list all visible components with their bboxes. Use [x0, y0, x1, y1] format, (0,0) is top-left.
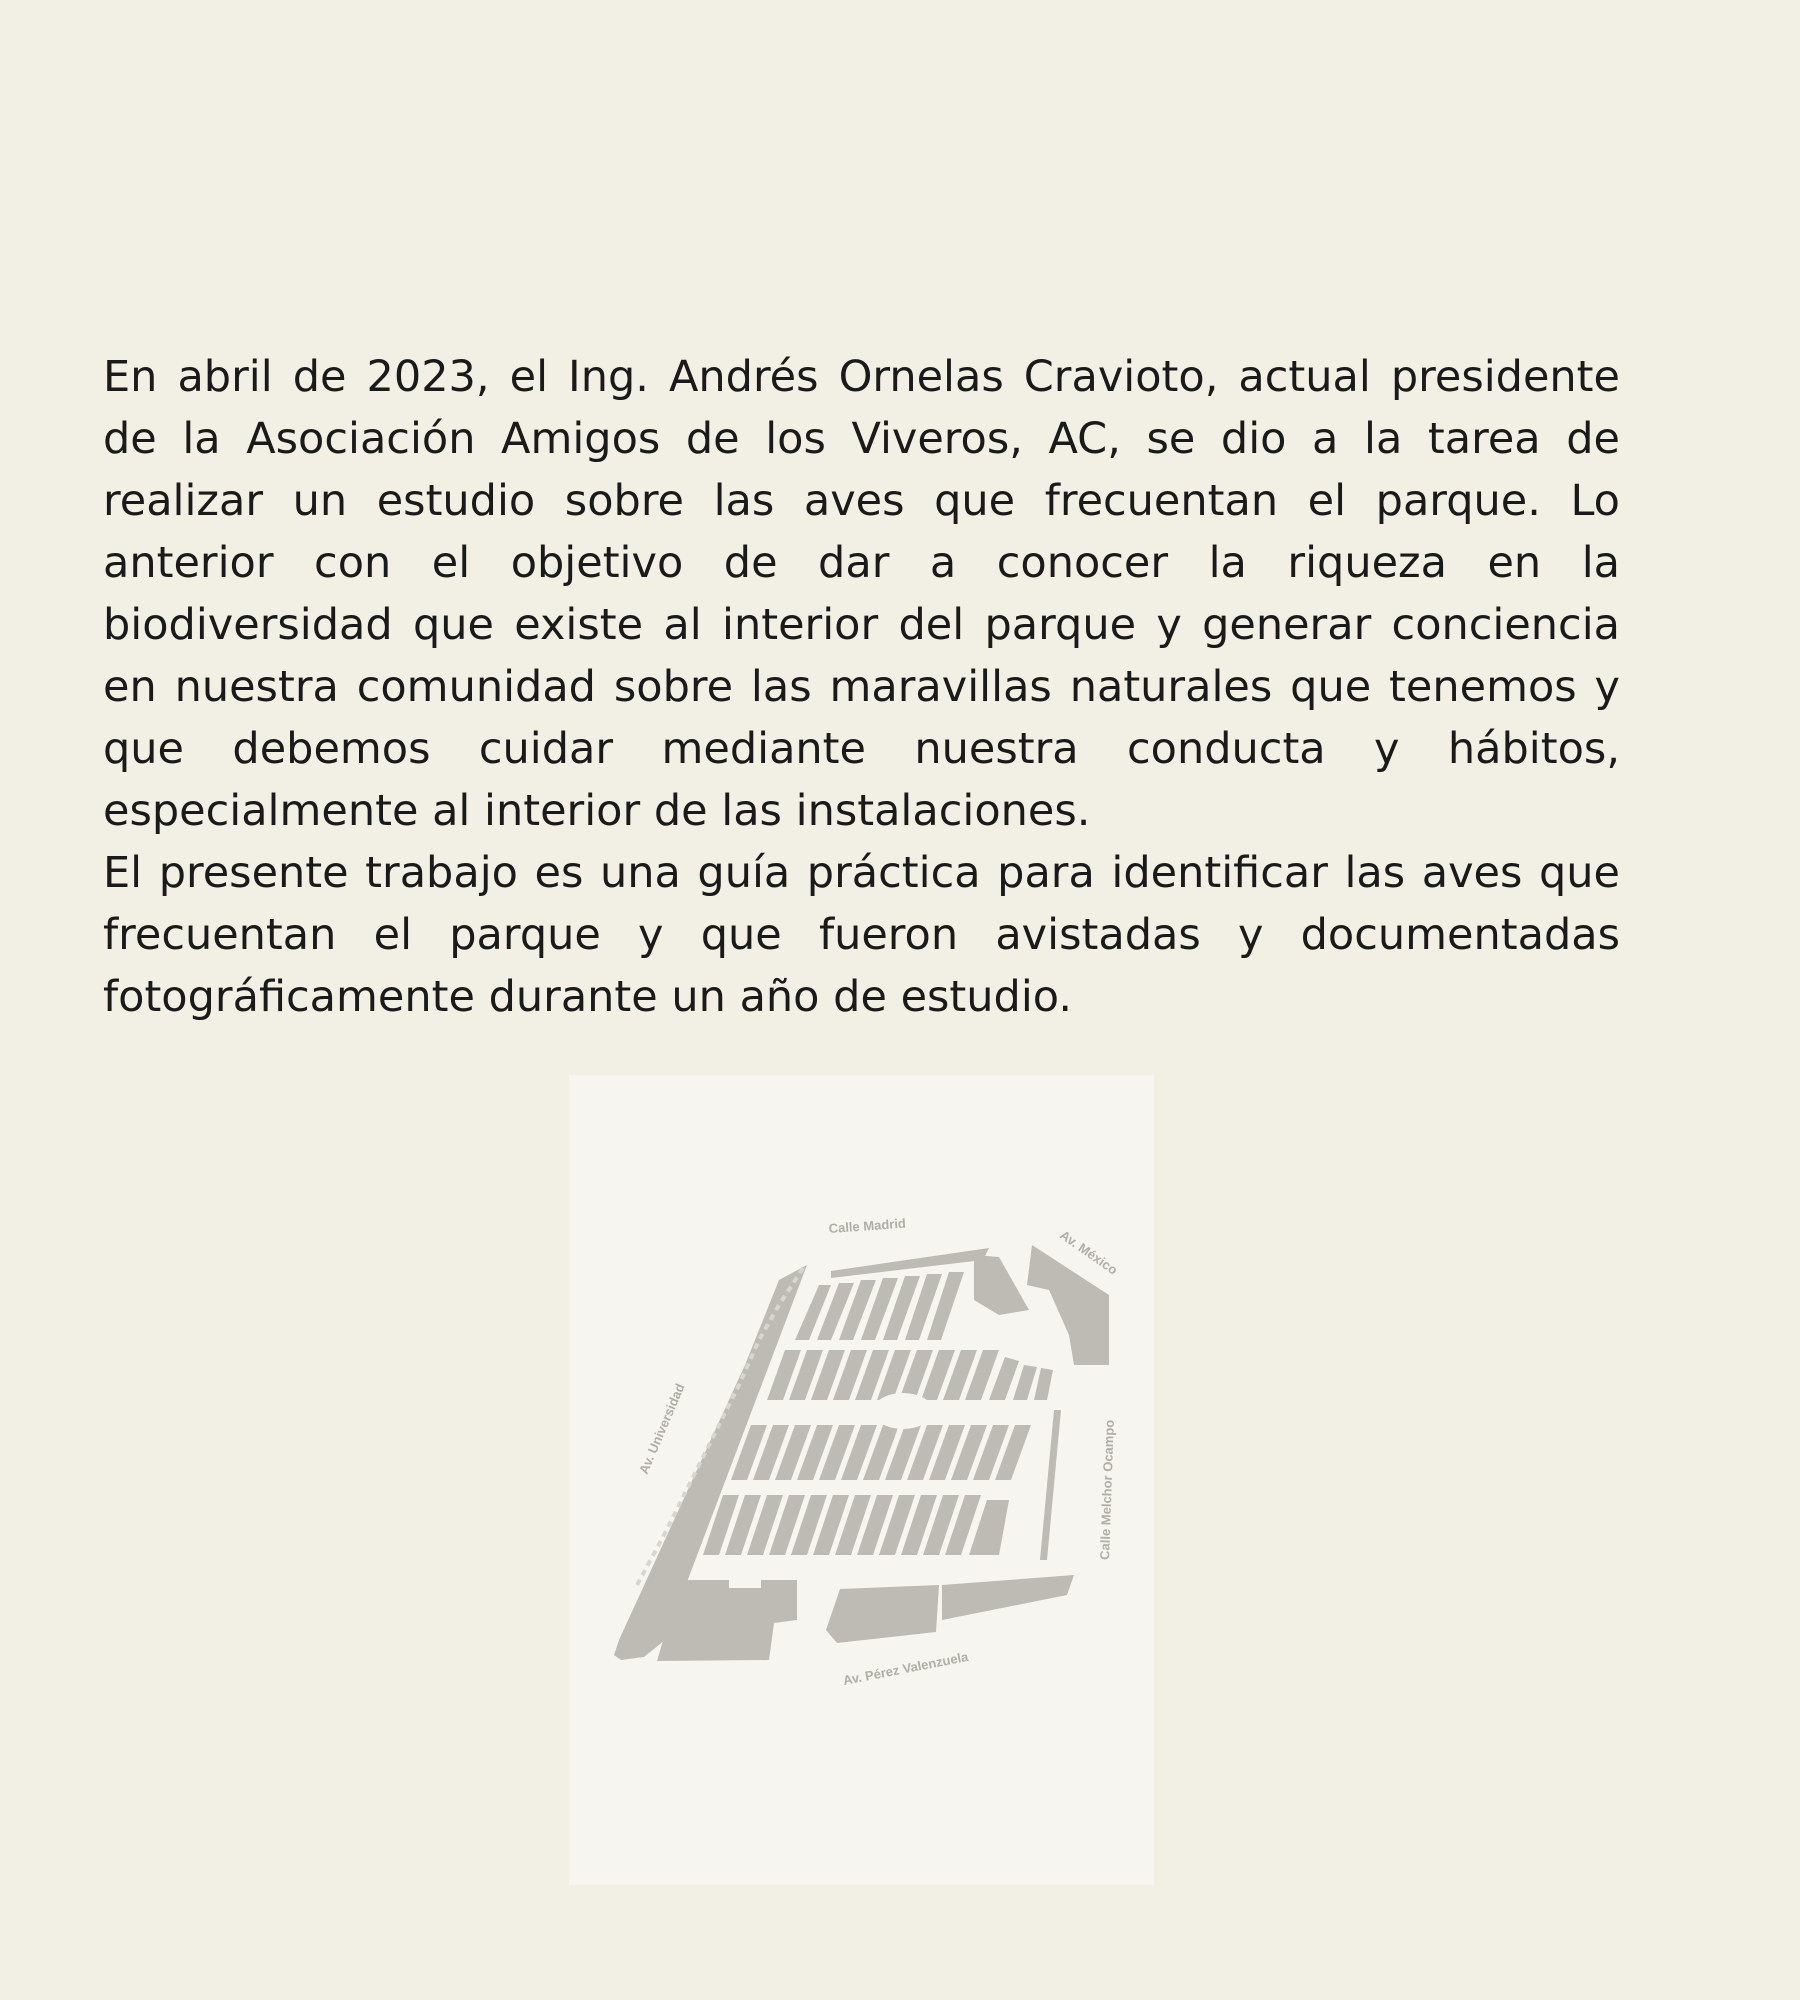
- park-map: [569, 1075, 1154, 1885]
- ne-block-a: [974, 1255, 1029, 1315]
- street-label-west: Av. Universidad: [635, 1381, 688, 1477]
- street-label-south: Av. Pérez Valenzuela: [841, 1648, 970, 1688]
- east-strip: [1040, 1410, 1061, 1560]
- row2-stripe: [1034, 1368, 1053, 1400]
- street-label-northeast: Av. México: [1057, 1227, 1121, 1278]
- park-map-drawing: [569, 1075, 1154, 1885]
- south-block-a: [826, 1585, 939, 1643]
- paragraph-guide: El presente trabajo es una guía práctica para identificar las aves que frecuentan el parque y que fueron avistadas y documentadas fotográficamente durante un año de estudio.: [103, 848, 1620, 1022]
- intro-text: [103, 346, 1620, 1028]
- fountain-plaza: [873, 1393, 933, 1429]
- street-label-north: Calle Madrid: [828, 1215, 907, 1236]
- park-blocks: [614, 1245, 1109, 1661]
- sw-block: [657, 1580, 797, 1661]
- paragraph-intro: En abril de 2023, el Ing. Andrés Ornelas Cravioto, actual presidente de la Asociación Amigos de los Viveros, AC, se dio a la tarea de realizar un estudio sobre las aves que frecuentan el parque. Lo anterior con el objetivo de dar a conocer la riqueza en la biodiversidad que existe al interior del parque y generar conciencia en nuestra comunidad sobre las maravillas naturales que tenemos y que debemos cuidar mediante nuestra conducta y hábitos, especialmente al interior de las instalaciones.: [103, 352, 1620, 836]
- street-label-east: Calle Melchor Ocampo: [1097, 1419, 1117, 1561]
- south-block-b: [942, 1575, 1074, 1620]
- north-strip: [831, 1248, 989, 1278]
- row2-stripe: [1013, 1365, 1037, 1400]
